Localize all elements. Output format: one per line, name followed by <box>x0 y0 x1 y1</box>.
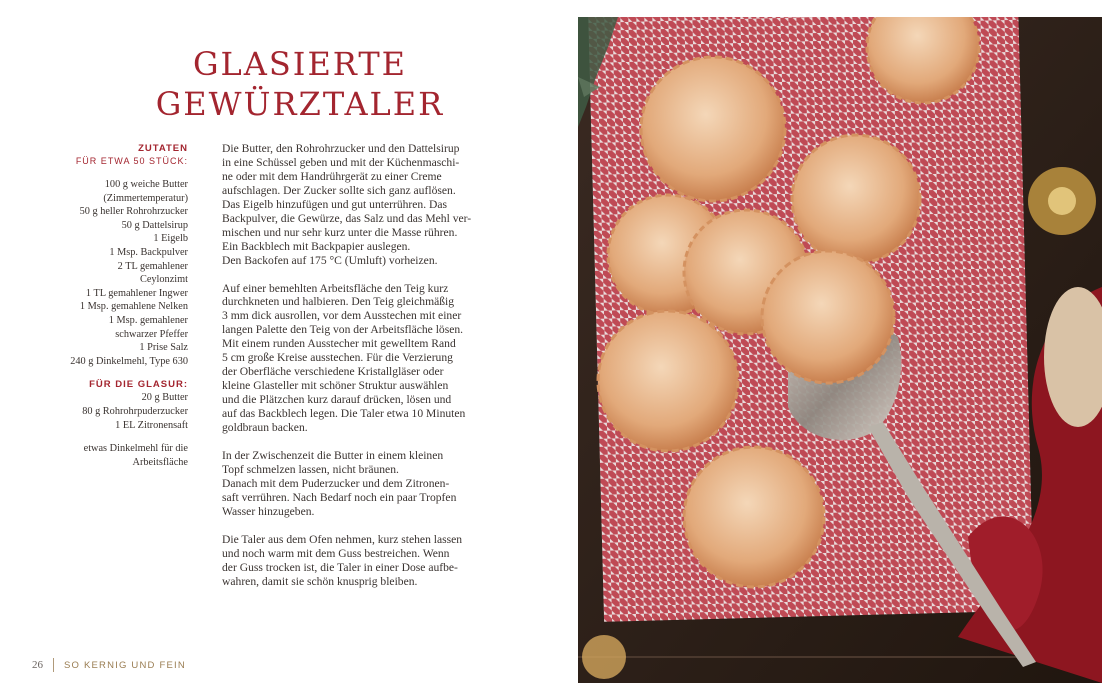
ingredient-item: 2 TL gemahlener <box>117 260 188 272</box>
ingredient-item: 1 Prise Salz <box>139 342 188 354</box>
ingredient-item: 100 g weiche Butter <box>104 179 188 190</box>
ingredient-list <box>70 178 188 368</box>
recipe-title <box>120 44 480 124</box>
ingredient-item: 1 Msp. Backpulver <box>109 246 188 258</box>
ingredient-item: etwas Dinkelmehl für die <box>83 443 188 455</box>
gold-ornament-bottom <box>582 635 626 679</box>
title-line-1: GLASIERTE <box>192 45 408 83</box>
cookie-photo-illustration <box>578 17 1102 683</box>
ingredients-heading: ZUTATEN <box>138 143 188 154</box>
ingredient-item: 1 Msp. gemahlene Nelken <box>79 301 188 313</box>
page-footer <box>32 657 186 673</box>
ingredient-item: 240 g Dinkelmehl, Type 630 <box>70 355 188 367</box>
ingredient-item: 1 Msp. gemahlener <box>108 314 188 326</box>
glaze-heading: FÜR DIE GLASUR: <box>89 379 188 391</box>
ingredient-item: 50 g Dattelsirup <box>121 219 188 231</box>
ingredient-item: schwarzer Pfeffer <box>115 328 188 340</box>
method-paragraph: Die Taler aus dem Ofen nehmen, kurz stehen lassen und noch warm mit dem Guss bestreichen. Wenn der Guss trocken ist, die Taler in einer Dose aufbe- wahren, damit sie schön knusprig bleiben. <box>222 532 463 588</box>
ingredient-item: 1 EL Zitronensaft <box>115 419 188 431</box>
ingredient-item: 20 g Butter <box>141 392 188 404</box>
extra-list <box>70 442 188 469</box>
ingredient-item: 50 g heller Rohrohrzucker <box>79 206 188 218</box>
ingredient-item: Ceylonzimt <box>139 274 188 286</box>
ingredient-item: 1 Eigelb <box>153 233 188 245</box>
glaze-list <box>70 391 188 432</box>
ingredient-item: 80 g Rohrohrpuderzucker <box>82 405 188 417</box>
spacer <box>70 432 188 442</box>
method-paragraph: Auf einer bemehlten Arbeitsfläche den Teig kurz durchkneten und halbieren. Den Teig gleichmäßig 3 mm dick ausrollen, vor dem Ausstechen mit einer langen Palette den Teig von der Arbeitsfläche lösen. Mit einem runden Ausstecher mit gewelltem Rand 5 cm große Kreise ausstechen. Für die Verzierung der Oberfläche verschiedene Kristallgläser oder kleine Glasteller mit schöner Struktur auswählen und die Plätzchen kurz darauf drücken, lösen und auf das Backblech legen. Die Taler etwa 10 Minuten goldbraun backen. <box>222 281 466 435</box>
cookie-photo <box>578 17 1102 683</box>
page-number: 26 <box>32 659 43 671</box>
ingredient-item: (Zimmertemperatur) <box>103 192 188 204</box>
title-line-2: GEWÜRZTALER <box>155 85 445 123</box>
ingredient-item: 1 TL gemahlener Ingwer <box>85 287 188 299</box>
chapter-name: SO KERNIG UND FEIN <box>64 659 186 671</box>
method-text <box>222 142 490 602</box>
footer-divider <box>53 658 54 672</box>
ingredients-yield: FÜR ETWA 50 STÜCK: <box>75 156 188 166</box>
gold-star-ornament <box>1028 167 1096 235</box>
spacer <box>70 368 188 378</box>
method-paragraph: Die Butter, den Rohrohrzucker und den Dattelsirup in eine Schüssel geben und mit der Küchenmaschi- ne oder mit dem Handrührgerät zu einer Creme aufschlagen. Der Zucker sollte sich ganz auflösen. Das Eigelb hinzufügen und gut unterrühren. Das Backpulver, die Gewürze, das Salz und das Mehl ver- mischen und nur sehr kurz unter die Masse rühren. Ein Backblech mit Backpapier auslegen. Den Backofen auf 175 °C (Umluft) vorheizen. <box>222 142 472 267</box>
ingredients-column <box>70 142 188 469</box>
method-paragraph: In der Zwischenzeit die Butter in einem kleinen Topf schmelzen lassen, nicht bräunen. Danach mit dem Puderzucker und dem Zitronen- saft verrühren. Nach Bedarf noch ein paar Tropfen Wasser hinzugeben. <box>222 448 457 518</box>
ingredient-item: Arbeitsfläche <box>132 456 188 468</box>
